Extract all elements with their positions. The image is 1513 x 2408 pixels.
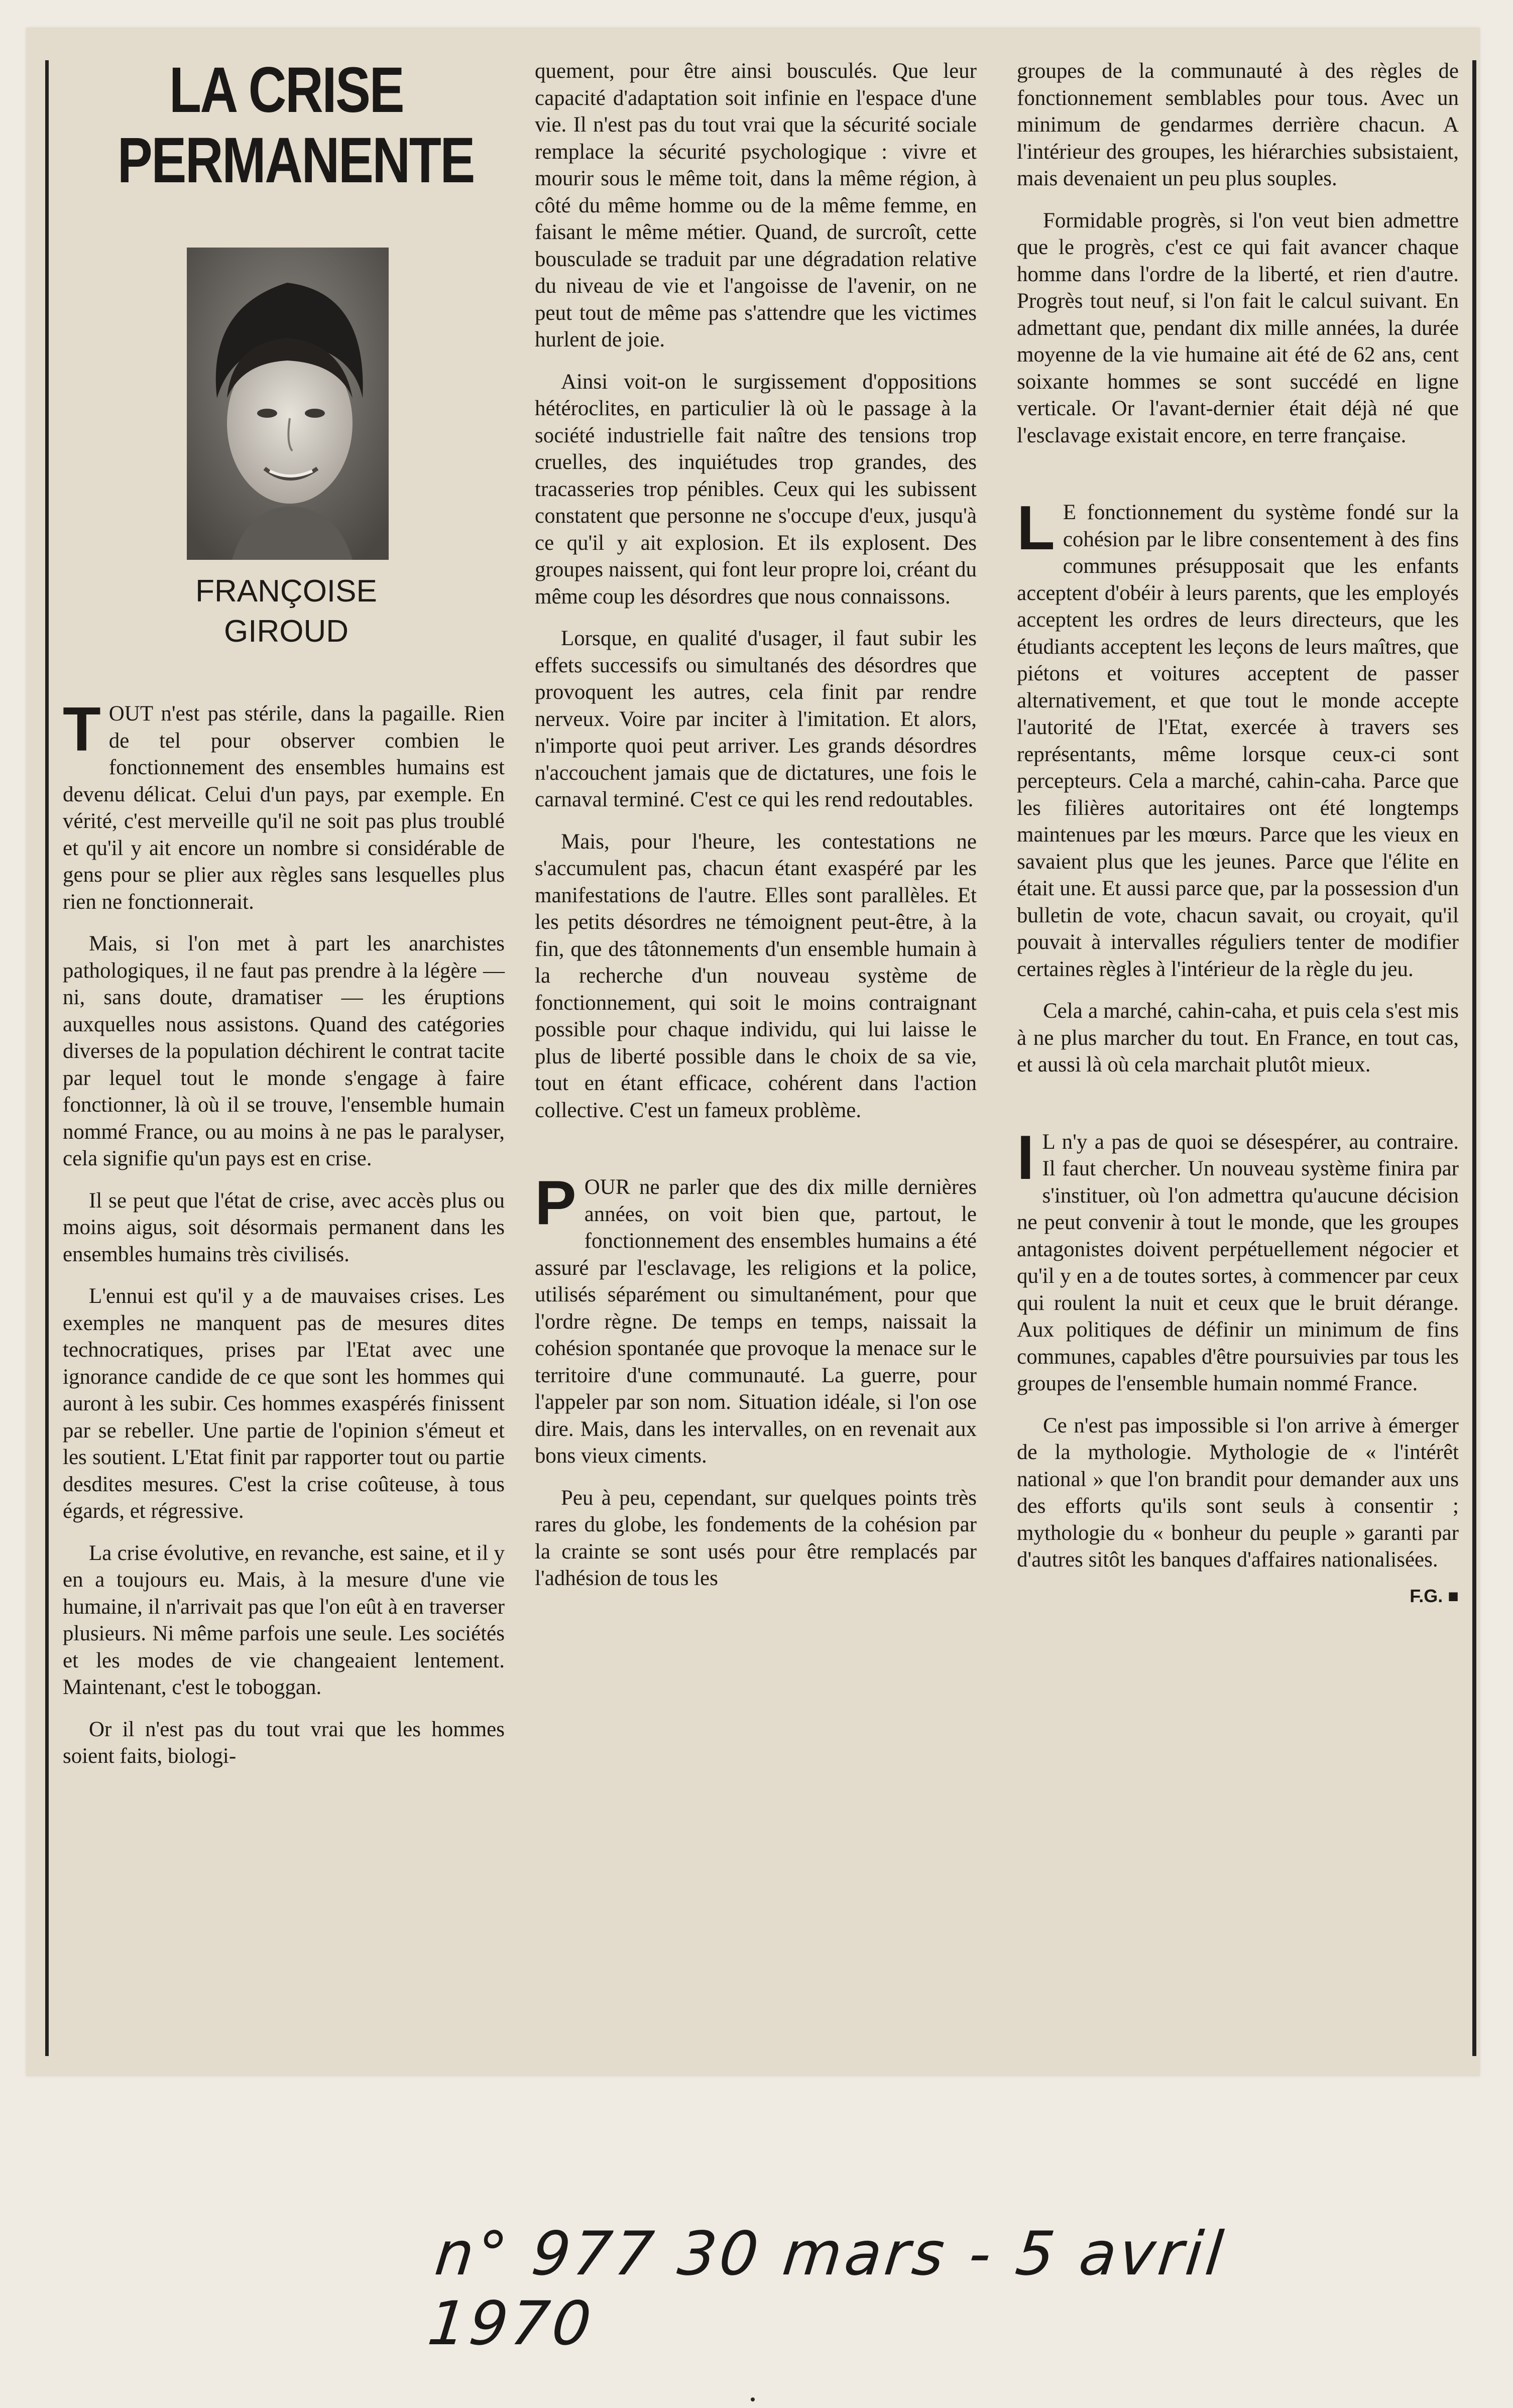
portrait-image bbox=[187, 248, 389, 560]
paragraph-text: L'ennui est qu'il y a de mauvaises crises. Les exemples ne manquent pas de mesures dites technocratiques, prises par l'Etat avec une ignorance candide de ce que sont les hommes qui auront à les subir. Ces hommes exaspérés finissent par se rebeller. Une partie de l'opinion s'émeut et les soutient. L'Etat finit par rapporter tout ou partie desdites mesures. C'est la crise coûteuse, à tous égards, et régressive. bbox=[63, 1284, 505, 1523]
article-paragraph bbox=[63, 1187, 505, 1268]
paragraph-text: Or il n'est pas du tout vrai que les hommes soient faits, biologi- bbox=[63, 1717, 505, 1768]
drop-cap-letter: T bbox=[63, 695, 101, 764]
section-gap bbox=[1017, 1094, 1459, 1129]
paragraph-text: Lorsque, en qualité d'usager, il faut subir les effets successifs ou simultanés des désordres que provoquent les autres, cela finit par rendre nerveux. Voire par inciter à l'imitation. Et alors, n'importe quoi peut arriver. Les grands désordres n'accouchent jamais que de dictatures, une fois le carnaval terminé. C'est ce qui les rend redoutables. bbox=[535, 627, 977, 811]
article-paragraph bbox=[63, 930, 505, 1172]
paragraph-text: La crise évolutive, en revanche, est saine, et il y en a toujours eu. Mais, à la mesure d'une vie humaine, il n'arrivait pas que l'on eût à en traverser plusieurs. Ni même parfois une seule. Les sociétés et les modes de vie changeaient lentement. Maintenant, c'est le toboggan. bbox=[63, 1541, 505, 1699]
article-paragraph bbox=[535, 58, 977, 353]
drop-cap-letter: P bbox=[535, 1168, 576, 1238]
article-paragraph bbox=[1017, 998, 1459, 1078]
author-last-name: GIROUD bbox=[224, 614, 348, 649]
article-paragraph bbox=[1017, 494, 1459, 983]
paragraph-text: Cela a marché, cahin-caha, et puis cela s'est mis à ne plus marcher du tout. En France, en tout cas, et aussi là où cela marchait plutôt mieux. bbox=[1017, 999, 1459, 1076]
section-gap bbox=[535, 1139, 977, 1174]
article-paragraph bbox=[1017, 1412, 1459, 1574]
paragraph-text: groupes de la communauté à des règles de fonctionnement semblables pour tous. Avec un minimum de gendarmes derrière chacun. A l'intérieur des groupes, les hiérarchies subsistaient, mais devenaient un peu plus souples. bbox=[1017, 59, 1459, 190]
article-title bbox=[117, 54, 474, 196]
paragraph-text: Mais, pour l'heure, les contestations ne s'accumulent pas, chacun étant exaspéré par les manifestations de l'autre. Elles sont parallèles. Et les petits désordres ne témoignent peut-être, à la fin, que des tâtonnements d'un ensemble humain à la recherche d'un nouveau système de fonctionnement, qui soit le moins contraignant possible pour chaque individu, qui lui laisse le plus de liberté possible dans le choix de sa vie, tout en étant efficace, cohérent dans l'action collective. C'est un fameux problème. bbox=[535, 829, 977, 1122]
left-column-rule bbox=[45, 60, 49, 2056]
article-column-3 bbox=[1017, 58, 1459, 1624]
article-paragraph bbox=[1017, 207, 1459, 449]
article-column-1 bbox=[63, 695, 505, 1785]
author-byline bbox=[151, 571, 422, 652]
section-gap bbox=[1017, 464, 1459, 499]
title-line-2: PERMANENTE bbox=[117, 125, 474, 196]
author-signature: F.G. ■ bbox=[1410, 1585, 1459, 1606]
article-paragraph bbox=[63, 1283, 505, 1525]
article-paragraph bbox=[1017, 1123, 1459, 1397]
article-paragraph bbox=[535, 828, 977, 1124]
article-paragraph bbox=[535, 625, 977, 813]
drop-cap-letter: L bbox=[1017, 494, 1055, 563]
drop-cap-letter: I bbox=[1017, 1123, 1034, 1192]
article-paragraph bbox=[63, 1716, 505, 1770]
article-column-2 bbox=[535, 58, 977, 1607]
title-line-1: LA CRISE bbox=[169, 54, 404, 126]
article-paragraph bbox=[535, 1485, 977, 1592]
article-paragraph bbox=[63, 695, 505, 915]
paragraph-text: E fonctionnement du système fondé sur la cohésion par le libre consentement à des fins communes présupposait que les enfants acceptent d'obéir à leurs parents, que les employés acceptent les ordres de leurs directeurs, que les étudiants acceptent les leçons de leurs maîtres, que piétons et voitures acceptent de passer alternativement, et que tout le monde accepte l'autorité de l'Etat, exercée à travers ses représentants, même lorsque ceux-ci sont percepteurs. Cela a marché, cahin-caha. Parce que les filières autoritaires ont été longtemps maintenues par les mœurs. Parce que les vieux en savaient plus que les jeunes. Parce que l'élite en était une. Et aussi parce que, par la possession d'un bulletin de vote, chacun savait, ou croyait, qu'il pouvait à intervalles réguliers tenter de modifier certaines règles à l'intérieur de la règle du jeu. bbox=[1017, 501, 1459, 981]
paragraph-text: quement, pour être ainsi bousculés. Que leur capacité d'adaptation soit infinie en l'espace d'une vie. Il n'est pas du tout vrai que la sécurité sociale remplace la sécurité psychologique : vivre et mourir sous le même toit, dans la même région, à côté du même homme ou de la même femme, en faisant le même métier. Quand, de surcroît, cette bousculade se traduit par une dégradation relative du niveau de vie et l'angoisse de l'avenir, on ne peut tout de même pas s'attendre que les victimes hurlent de joie. bbox=[535, 59, 977, 351]
ink-dot bbox=[751, 2397, 755, 2401]
author-first-name: FRANÇOISE bbox=[195, 574, 377, 609]
article-paragraph bbox=[1017, 58, 1459, 192]
paragraph-text: Peu à peu, cependant, sur quelques points très rares du globe, les fondements de la cohésion par la crainte se sont usés pour être remplacés par l'adhésion de tous les bbox=[535, 1486, 977, 1590]
handwritten-issue-note: n° 977 30 mars - 5 avril 1970 bbox=[424, 2219, 1229, 2359]
paragraph-text: Formidable progrès, si l'on veut bien admettre que le progrès, c'est ce qui fait avancer chaque homme dans l'ordre de la liberté, et rien d'autre. Progrès tout neuf, si l'on fait le calcul suivant. En admettant que, pendant dix mille années, la durée moyenne de la vie humaine ait été de 62 ans, cent soixante hommes se sont succédé en ligne verticale. Or l'avant-dernier était déjà né que l'esclavage existait encore, en terre française. bbox=[1017, 208, 1459, 447]
paragraph-text: OUT n'est pas stérile, dans la pagaille. Rien de tel pour observer combien le fonctionnement des ensembles humains est devenu délicat. Celui d'un pays, par exemple. En vérité, c'est merveille qu'il ne soit pas plus troublé et qu'il y ait encore un nombre si considérable de gens pour se plier aux règles sans lesquelles plus rien ne fonctionnerait. bbox=[63, 702, 505, 914]
paragraph-text: Mais, si l'on met à part les anarchistes pathologiques, il ne faut pas prendre à la légère — ni, sans doute, dramatiser — les éruptions auxquelles nous assistons. Quand des catégories diverses de la population déchirent le contrat tacite par lequel tout le monde s'engage à faire fonctionner, là où il se trouve, l'ensemble humain nommé France, ou au moins à ne pas le paralyser, cela signifie qu'un pays est en crise. bbox=[63, 932, 505, 1170]
paragraph-text: Ainsi voit-on le surgissement d'oppositions hétéroclites, en particulier là où le passage à la société industrielle fait naître des tensions trop cruelles, des inquiétudes trop grandes, des tracasseries trop pénibles. Ceux qui les subissent constatent que personne ne s'occupe d'eux, jusqu'à ce qu'il y ait explosion. Et ils explosent. Des groupes naissent, qui font leur propre loi, créant du même coup les désordres que nous connaissons. bbox=[535, 370, 977, 609]
article-paragraph bbox=[535, 369, 977, 611]
paragraph-text: Ce n'est pas impossible si l'on arrive à émerger de la mythologie. Mythologie de « l'intérêt national » que l'on brandit pour demander aux uns des efforts qu'ils sont seuls à consentir ; mythologie du « bonheur du peuple » garanti par d'autres sitôt les banques d'affaires nationalisées. bbox=[1017, 1413, 1459, 1572]
paragraph-text: Il se peut que l'état de crise, avec accès plus ou moins aigus, soit désormais permanent dans les ensembles humains très civilisés. bbox=[63, 1188, 505, 1266]
author-photo bbox=[187, 248, 389, 560]
paragraph-text: OUR ne parler que des dix mille dernières années, on voit bien que, partout, le fonctionnement des ensembles humains a été assuré par l'esclavage, les religions et la police, utilisés séparément ou simultanément, pour que l'ordre règne. De temps en temps, naissait la cohésion spontanée que provoque la menace sur le territoire d'une communauté. La guerre, pour l'appeler par son nom. Situation idéale, si l'on ose dire. Mais, dans les intervalles, on en revenait aux bons vieux ciments. bbox=[535, 1175, 977, 1468]
paragraph-text: L n'y a pas de quoi se désespérer, au contraire. Il faut chercher. Un nouveau système finira par s'instituer, où l'on admettra qu'aucune décision ne peut convenir à tout le monde, que les groupes antagonistes doivent perpétuellement négocier et qu'il y en a de toutes sortes, à commencer par ceux qui roulent la nuit et ceux que le bruit dérange. Aux politiques de définir un minimum de fins communes, capables d'être poursuivies par tous les groupes de l'ensemble humain nommé France. bbox=[1017, 1130, 1459, 1395]
article-paragraph bbox=[63, 1540, 505, 1701]
article-paragraph bbox=[535, 1168, 977, 1470]
right-column-rule bbox=[1472, 60, 1476, 2056]
